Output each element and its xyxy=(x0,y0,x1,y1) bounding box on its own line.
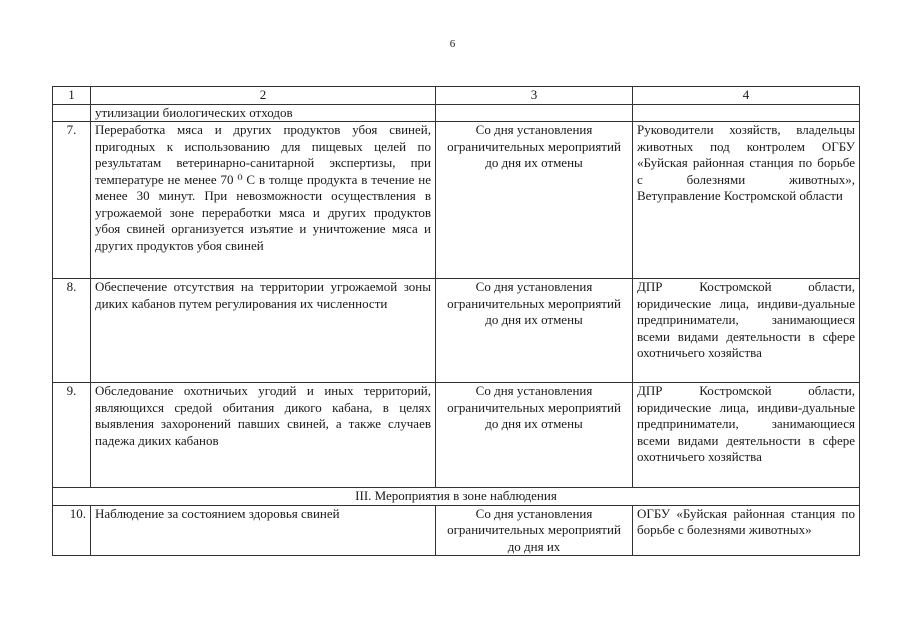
row-number-cell: 10. xyxy=(53,505,91,556)
column-number-3: 3 xyxy=(436,87,633,105)
timing-cell: Со дня установления ограничительных мероприятий до дня их отмены xyxy=(436,279,633,383)
timing-cell: Со дня установления ограничительных мероприятий до дня их отмены xyxy=(436,122,633,279)
measure-cell: Обеспечение отсутствия на территории угрожаемой зоны диких кабанов путем регулирования их численности xyxy=(91,279,436,383)
measure-cell: Обследование охотничьих угодий и иных территорий, являющихся средой обитания дикого кабана, в целях выявления захоронений павших свиней, а также случаев падежа диких кабанов xyxy=(91,383,436,488)
page-number: 6 xyxy=(449,38,456,50)
row-number-cell: 7. xyxy=(53,122,91,279)
row-number-cell: 8. xyxy=(53,279,91,383)
timing-cell: Со дня установления ограничительных мероприятий до дня их отмены xyxy=(436,383,633,488)
table-row xyxy=(53,122,860,279)
measure-cell: Переработка мяса и других продуктов убоя свиней, пригодных к использованию для пищевых целей по результатам ветеринарно-санитарной экспертизы, при температуре не менее 70 ⁰ С в толще продукта в течение не менее 30 минут. При невозможности осуществления в угрожаемой зоне переработки мяса и других продуктов убоя свиней организуется изъятие и уничтожение мяса и других продуктов убоя свиней xyxy=(91,122,436,279)
responsible-cell: Руководители хозяйств, владельцы животных под контролем ОГБУ «Буйская районная станция по борьбе с болезнями животных», Ветуправление Костромской области xyxy=(633,122,860,279)
timing-cell: Со дня установления ограничительных мероприятий до дня их xyxy=(436,505,633,556)
measure-cell: Наблюдение за состоянием здоровья свиней xyxy=(91,505,436,556)
row-number-cell xyxy=(53,104,91,122)
table-row xyxy=(53,279,860,383)
measure-cell: утилизации биологических отходов xyxy=(91,104,436,122)
section-title: III. Мероприятия в зоне наблюдения xyxy=(53,488,860,506)
row-number-cell: 9. xyxy=(53,383,91,488)
table-row xyxy=(53,505,860,556)
responsible-cell: ОГБУ «Буйская районная станция по борьбе с болезнями животных» xyxy=(633,505,860,556)
column-number-1: 1 xyxy=(53,87,91,105)
table-row xyxy=(53,383,860,488)
column-number-4: 4 xyxy=(633,87,860,105)
responsible-cell: ДПР Костромской области, юридические лица, индиви-дуальные предприниматели, занимающиеся всеми видами деятельности в сфере охотничьего хозяйства xyxy=(633,383,860,488)
section-header-row xyxy=(53,488,860,506)
column-number-2: 2 xyxy=(91,87,436,105)
table-row-continued xyxy=(53,104,860,122)
measures-table xyxy=(52,86,860,556)
responsible-cell: ДПР Костромской области, юридические лица, индиви-дуальные предприниматели, занимающиеся всеми видами деятельности в сфере охотничьего хозяйства xyxy=(633,279,860,383)
responsible-cell xyxy=(633,104,860,122)
table-header-row xyxy=(53,87,860,105)
timing-cell xyxy=(436,104,633,122)
